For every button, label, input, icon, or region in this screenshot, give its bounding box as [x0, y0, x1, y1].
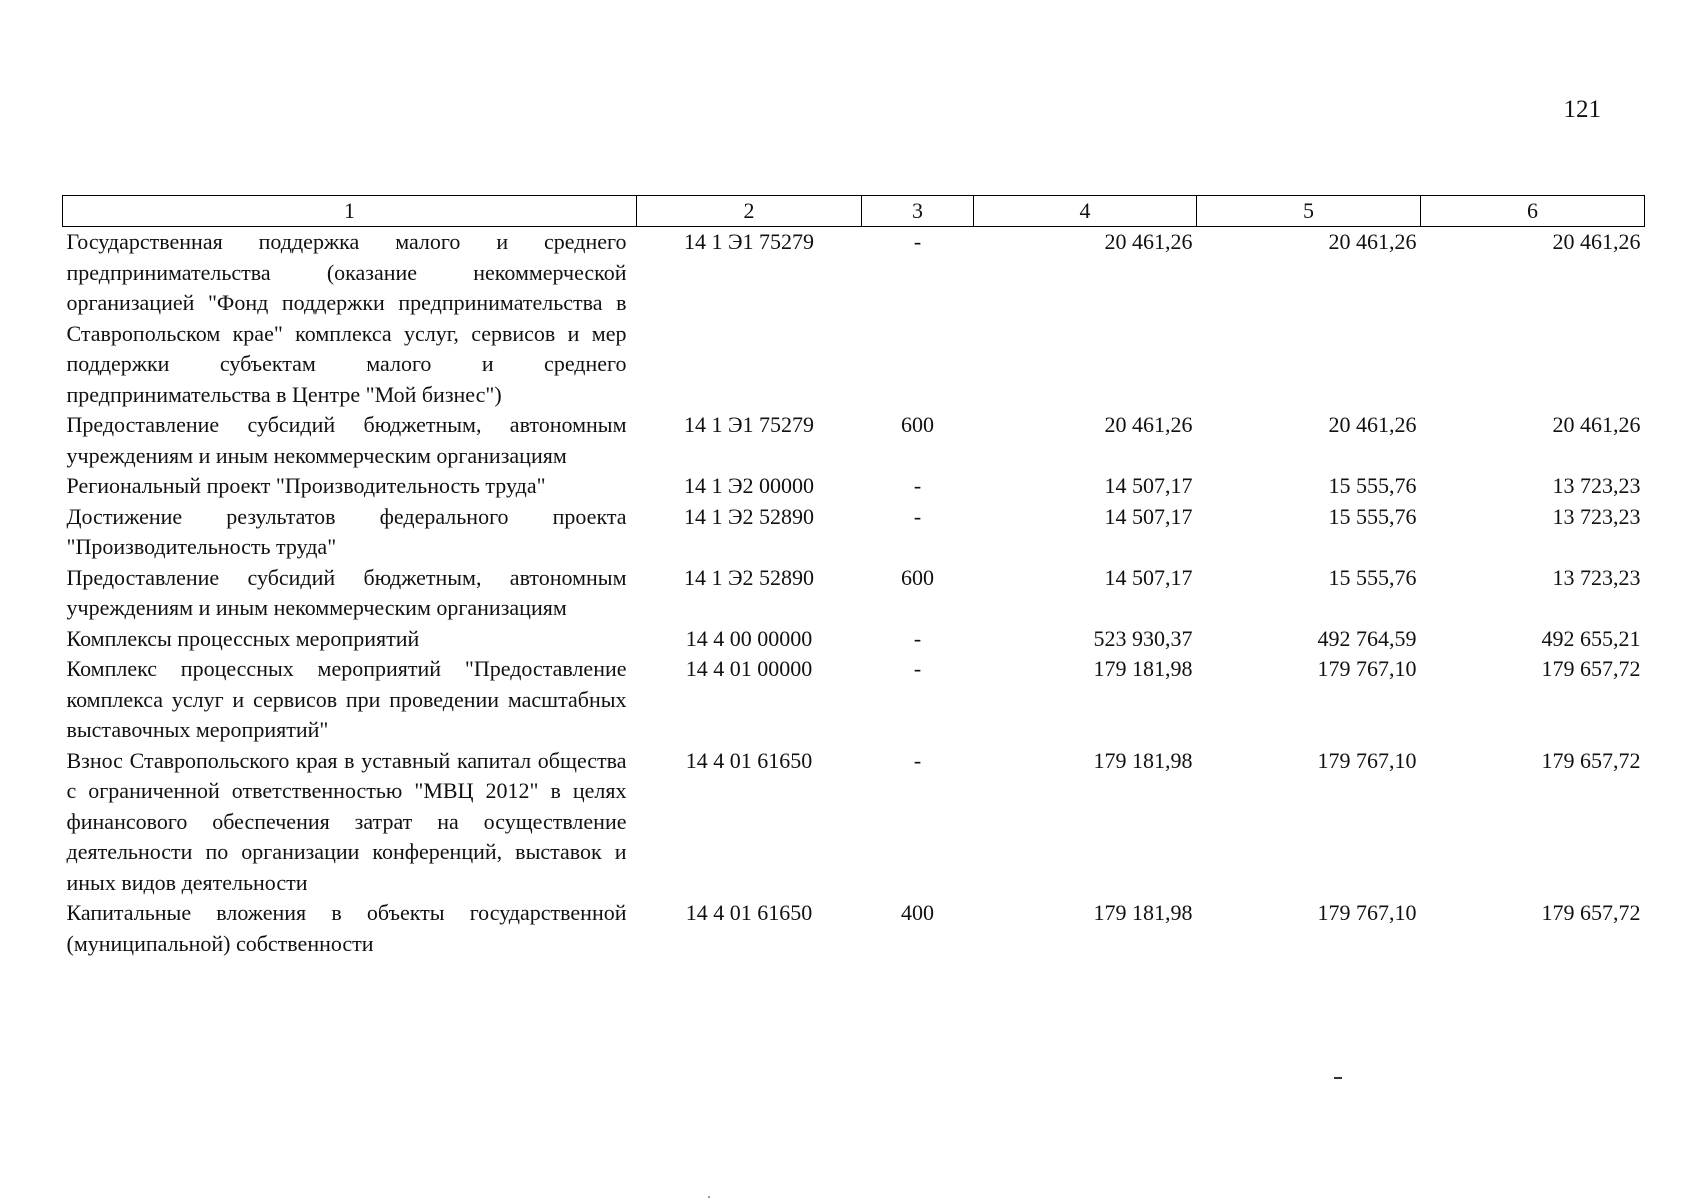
row-amount-year-2: 179 767,10 [1317, 656, 1417, 681]
row-target-code: 14 1 Э2 52890 [683, 564, 815, 590]
header-col-5: 5 [1197, 196, 1421, 227]
row-expense-type: - [913, 473, 922, 498]
table-header-row [63, 196, 1645, 227]
table-row [63, 654, 1645, 746]
row-amount-year-1: 179 181,98 [1093, 900, 1193, 925]
row-name: Государственная поддержка малого и среднего предпринимательства (оказание некоммерческой организацией "Фонд поддержки предпринимательства в Ставропольском крае" комплекса услуг, сервисов и мер поддержки субъектам малого и среднего предпринимательства в Центре "Мой бизнес") [66, 229, 627, 407]
budget-table [62, 195, 1645, 959]
row-amount-year-3: 20 461,26 [1552, 412, 1641, 437]
row-amount-year-3: 179 657,72 [1541, 747, 1641, 773]
header-col-2: 2 [637, 196, 862, 227]
row-target-code: 14 1 Э2 00000 [683, 473, 815, 498]
header-col-6: 6 [1421, 196, 1645, 227]
row-amount-year-1: 14 507,17 [1104, 564, 1193, 590]
row-amount-year-1: 14 507,17 [1104, 503, 1193, 529]
scan-artifact-dot [708, 1196, 710, 1198]
row-amount-year-1: 523 930,37 [1093, 625, 1193, 651]
row-amount-year-2: 20 461,26 [1328, 412, 1417, 437]
row-name: Комплексы процессных мероприятий [66, 625, 420, 651]
header-col-1: 1 [63, 196, 637, 227]
row-name: Предоставление субсидий бюджетным, автономным учреждениям и иным некоммерческим организациям [66, 564, 627, 620]
row-name: Взнос Ставропольского края в уставный капитал общества с ограниченной ответственностью "МВЦ 2012" в целях финансового обеспечения затрат на осуществление деятельности по организации конференций, выставок и иных видов деятельности [66, 747, 627, 895]
row-amount-year-1: 179 181,98 [1093, 747, 1193, 773]
row-amount-year-3: 20 461,26 [1552, 229, 1641, 254]
row-name: Региональный проект "Производительность труда" [66, 473, 546, 498]
row-expense-type: - [913, 625, 922, 651]
row-amount-year-2: 179 767,10 [1317, 900, 1417, 925]
row-amount-year-2: 15 555,76 [1328, 473, 1417, 498]
row-amount-year-3: 179 657,72 [1541, 900, 1641, 925]
page-number: 121 [1563, 96, 1601, 123]
row-expense-type: 600 [901, 412, 934, 437]
row-target-code: 14 4 01 61650 [685, 900, 813, 925]
header-col-4: 4 [974, 196, 1197, 227]
row-target-code: 14 4 00 00000 [685, 625, 813, 651]
row-amount-year-2: 15 555,76 [1328, 503, 1417, 529]
row-target-code: 14 1 Э2 52890 [683, 503, 815, 529]
row-amount-year-1: 14 507,17 [1104, 473, 1193, 498]
row-name: Капитальные вложения в объекты государственной (муниципальной) собственности [66, 900, 627, 956]
row-expense-type: - [913, 747, 922, 773]
table-row [63, 746, 1645, 899]
row-expense-type: - [913, 229, 922, 254]
row-amount-year-3: 13 723,23 [1552, 503, 1641, 529]
row-expense-type: 400 [901, 900, 934, 925]
row-name: Комплекс процессных мероприятий "Предоставление комплекса услуг и сервисов при проведении масштабных выставочных мероприятий" [66, 656, 627, 742]
table-row [63, 471, 1645, 502]
row-amount-year-1: 20 461,26 [1104, 412, 1193, 437]
table-row [63, 624, 1645, 655]
row-amount-year-2: 179 767,10 [1317, 747, 1417, 773]
scan-artifact-mark [1334, 1077, 1342, 1079]
row-name: Достижение результатов федерального проекта "Производительность труда" [66, 503, 627, 559]
row-amount-year-2: 20 461,26 [1328, 229, 1417, 254]
table-row [63, 227, 1645, 411]
header-col-3: 3 [862, 196, 974, 227]
row-amount-year-3: 13 723,23 [1552, 564, 1641, 590]
row-amount-year-3: 179 657,72 [1541, 656, 1641, 681]
row-amount-year-1: 179 181,98 [1093, 656, 1193, 681]
table-row [63, 898, 1645, 959]
row-target-code: 14 1 Э1 75279 [683, 412, 815, 437]
row-expense-type: - [913, 503, 922, 529]
row-expense-type: - [913, 656, 922, 681]
row-amount-year-2: 15 555,76 [1328, 564, 1417, 590]
row-amount-year-3: 13 723,23 [1552, 473, 1641, 498]
table-row [63, 410, 1645, 471]
row-amount-year-3: 492 655,21 [1541, 625, 1641, 651]
row-target-code: 14 4 01 61650 [685, 747, 813, 773]
row-target-code: 14 4 01 00000 [685, 656, 813, 681]
table-row [63, 563, 1645, 624]
row-name: Предоставление субсидий бюджетным, автономным учреждениям и иным некоммерческим организациям [66, 412, 627, 468]
row-amount-year-2: 492 764,59 [1317, 625, 1417, 651]
row-expense-type: 600 [901, 564, 934, 590]
row-amount-year-1: 20 461,26 [1104, 229, 1193, 254]
row-target-code: 14 1 Э1 75279 [683, 229, 815, 254]
table-row [63, 502, 1645, 563]
